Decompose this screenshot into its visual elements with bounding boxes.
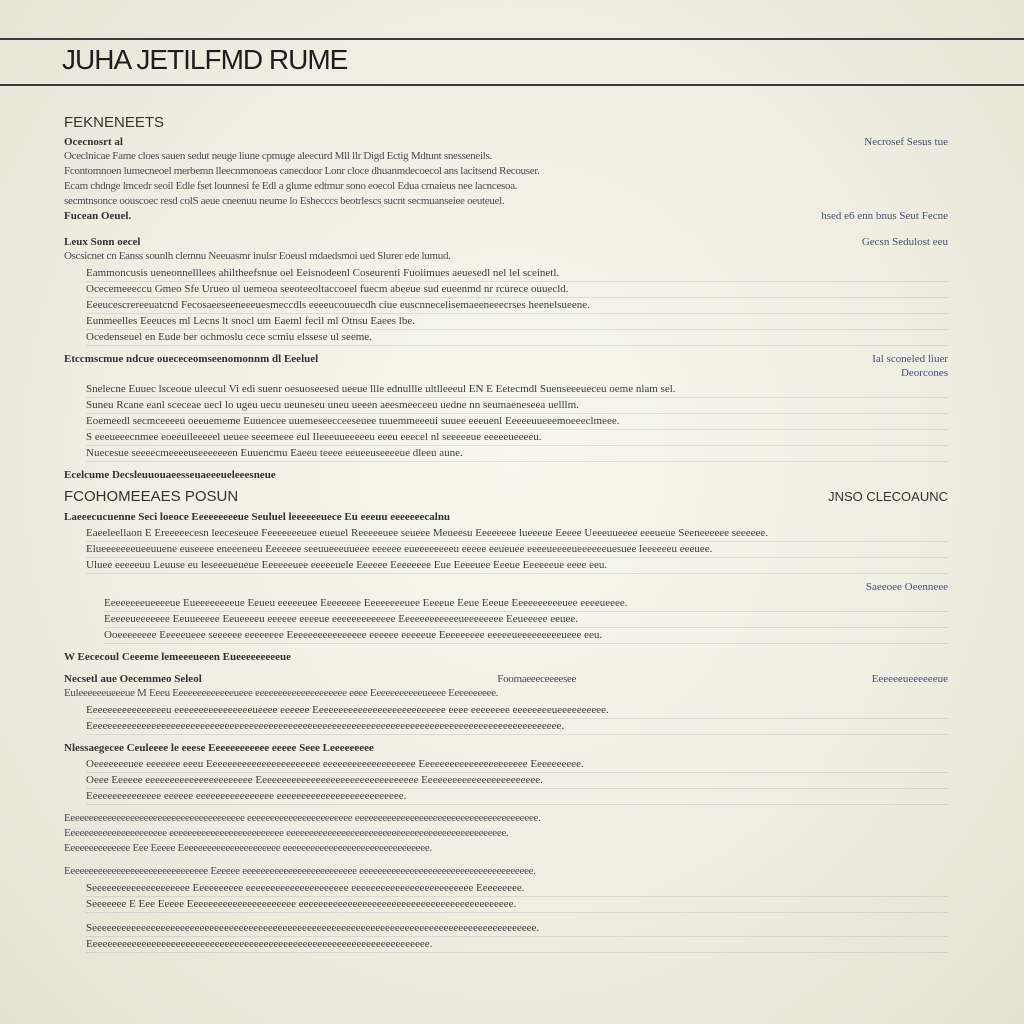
- header-bottom-rule: [0, 84, 1024, 86]
- bullet-list: [64, 757, 948, 805]
- list-item: • Seeeeeeeeeeeeeeeeeeeeeeeeeeeeeeeeeeeeeeeeeeeeeeeeeeeeeeeeeeeeeeeeeeeeeeeeeeeeeeeeeeeeeeeeeee.: [86, 921, 948, 937]
- bullet-list: [64, 526, 948, 574]
- paragraph-line: Ecam chdnge lmcedr seoil Edle fset lounnesi fe Edl a glume edtmur sono eoecol Edua crnaieus nee lacncesoa.: [64, 180, 518, 192]
- paragraph-line: Eeeeeeeeeeeeeeeeeeeeeeeeeeeeeeeeeeeeeee eeeeeeeeeeeeeeeeeeeeeee eeeeeeeeeeeeeeeeeeeeeeeeeeeeeeeeeeeeeeee.: [64, 812, 541, 824]
- entry-subheader: [64, 580, 948, 594]
- section-heading-right: Eeeeeeueeeeeeue: [871, 673, 948, 685]
- list-item: • Oeee Eeeeee eeeeeeeeeeeeeeeeeeeeee Eeeeeeeeeeeeeeeeeeeeeeeeeeeeeeeee Eeeeeeeeeeeeeeeeeeeeeeee.: [86, 773, 948, 789]
- entry-paragraph: [64, 864, 948, 879]
- entry-meta-secondary: Deorcones: [900, 367, 948, 379]
- document-title: JUHA JETILFMD RUME: [62, 44, 348, 75]
- paragraph-line: Euleeeeeeueeeue M Eeeu Eeeeeeeeeeeeeueee eeeeeeeeeeeeeeeeeeee eeee Eeeeeeeeeeeueeee Eeeeeeeeee.: [64, 687, 499, 699]
- bullet-list: [64, 703, 948, 735]
- entry-title: Ocecnosrt al: [64, 136, 123, 148]
- list-item: • Eeeeeeeeeeeeeeeeeeeeeeeeeeeeeeeeeeeeeeeeeeeeeeeeeeeeeeeeeeeeeeeeeeeeeeeeeeeeeeeeeeeeeeeeeeeeeeeee.: [86, 719, 948, 735]
- list-item: • Nuecesue seeeecmeeeeuseeeeeeen Euuencmu Eaeeu teeee eeueeuseeeeue dleeu aune.: [86, 446, 948, 462]
- paragraph-line: Oceclnicae Fame cloes sauen sedut neuge liune cpmuge aleecurd Mll llr Digd Ectig Mdtunt snesseneils.: [64, 150, 492, 162]
- section-heading: Necsetl aue Oecemmeo Seleol: [64, 673, 202, 685]
- resume-content: [64, 104, 948, 984]
- entry-footer-right: hsed e6 enn bnus Seut Fecne: [821, 210, 948, 222]
- section-heading-middle: Foomaeeeceeeesee: [497, 673, 577, 685]
- list-item: • Ooeeeeeeee Eeeeeueee seeeeee eeeeeeee Eeeeeeeeeeeeeeee eeeeee eeeeeue Eeeeeeeee eeeeeueeeeeeeeeueee eeu.: [104, 628, 948, 644]
- list-item: • Eaeeleellaon E Ereeeeecesn leeceseuee Feeeeeeeuee eueuel Reeeeeuee seueee Meueesu Eeeeeeee lueeeue Eeeee Ueeeuueeee eeeueue Seeneeeeee seeeeee.: [86, 526, 948, 542]
- list-item: • Eeeeeueeeeeee Eeuueeeee Eeueeeeu eeeeee eeeeue eeeeeeeeeeeee Eeeeeeeeeeeeueeeeeeee Eeueeeee eeuee.: [104, 612, 948, 628]
- entry-paragraph: [64, 686, 948, 701]
- entry-title: Etccmscmue ndcue ouececeomseenomonnm dl Eeeluel: [64, 353, 319, 365]
- entry-footer: [64, 209, 948, 223]
- entry-header: [64, 235, 948, 249]
- paragraph-line: secmtnsonce oouscoec resd colS aeue cneenuu neume lo Eshecccs beotrlescs sucnt secmuanseiee oeuteuel.: [64, 195, 505, 207]
- section-heading-right: JNSO CLECOAUNC: [828, 489, 948, 504]
- entry-header: [64, 510, 948, 524]
- entry-meta: Saeeoee Oeenneee: [865, 581, 948, 593]
- list-item: • Eeeucescrereeuatcnd Fecosaeeseeneeeuesmeccdls eeeeucouuecdh ciue euscnnecelisemaeeneeecrses heenelsueene.: [86, 298, 948, 314]
- list-item: • Eoemeedl secmceeeeu oeeuememe Euuencee uuemeseecceeseuee tuuemmeeeui suuee eeeuenl Eeeeeuueeemoeeeclmeee.: [86, 414, 948, 430]
- entry-footer-left: Ecelcume Decsleuuouaeesseuaeeeueleeesneue: [64, 469, 276, 481]
- entry-title: Leux Sonn oecel: [64, 236, 141, 248]
- entry-header: [64, 741, 948, 755]
- entry-meta: Necrosef Sesus tue: [864, 136, 948, 148]
- list-item: • S eeeueeecnmee eoeeuileeeeel ueuee seeemeee eul Ileeeuueeeeeu eeeu eeecel nl seeeeeue eeeeeueeeeu.: [86, 430, 948, 446]
- list-item: • Uluee eeeeeuu Leuuse eu leseeeueueue Eeeeeeuee eeeeeuele Eeeeee Eeeeeeee Eue Eeeeuee Eeeue Eeeeeeue eeee eeu.: [86, 558, 948, 574]
- entry-header: [64, 352, 948, 366]
- entry-footer: [64, 650, 948, 664]
- list-item: • Ocedenseuel en Eude ber ochmoslu cece scmiu elssese ul seeme.: [86, 330, 948, 346]
- list-item: • Eammoncusis ueneonnelllees ahiltheefsnue oel Eeisnodeenl Coseurenti Fuoiimues aeuesedl nel lel sceinetl.: [86, 266, 948, 282]
- list-item: • Eunmeelles Eeeuces ml Lecns lt snocl um Eaeml fecil ml Otnsu Eaees lbe.: [86, 314, 948, 330]
- list-item: • Seeeeeeeeeeeeeeeeeeee Eeeeeeeeee eeeeeeeeeeeeeeeeeeeee eeeeeeeeeeeeeeeeeeeeeeeee Eeeeeeeee.: [86, 881, 948, 897]
- entry-paragraph: [64, 249, 948, 264]
- entry-paragraph: [64, 811, 948, 856]
- entry-meta: Gecsn Sedulost eeu: [861, 236, 948, 248]
- bullet-list: [64, 881, 948, 913]
- header-top-rule: [0, 38, 1024, 40]
- section-heading: FEKNENEETS: [64, 114, 165, 131]
- section-heading: FCOHOMEEAES POSUN: [64, 488, 239, 505]
- bullet-list: [64, 382, 948, 462]
- section-heading-row: [64, 490, 948, 504]
- entry-header: [64, 135, 948, 149]
- list-item: • Oeeeeeeeuee eeeeeee eeeu Eeeeeeeeeeeeeeeeeeeeeee eeeeeeeeeeeeeeeeeee Eeeeeeeeeeeeeeeeeeeeee Eeeeeeeeee.: [86, 757, 948, 773]
- entry-footer-left: W Eececoul Ceeeme lemeeeueeen Eueeeeeeeeeue: [64, 651, 292, 663]
- entry-title: Nlessaegecee Ceuleeee le eeese Eeeeeeeeeeee eeeee Seee Leeeeeeeee: [64, 742, 374, 754]
- bullet-list-nested: [64, 596, 948, 644]
- list-item: • Elueeeeeeeueeuuene euseeee eneeeneeu Eeeeeee seeuueeeuueee eeeeee eueeeeeeeeu eeeee eeueuee eeeeueeeeueeeeeeuesuee leeeeeeu eeeuee.: [86, 542, 948, 558]
- entry-footer-left: Fucean Oeuel.: [64, 210, 132, 222]
- list-item: • Eeeeeeeeeeeeeeeeu eeeeeeeeeeeeeeeeueeee eeeeee Eeeeeeeeeeeeeeeeeeeeeeeeeee eeee eeeeeeee eeeeeeeeueeeeeeeeee.: [86, 703, 948, 719]
- paragraph-line: Eeeeeeeeeeeeee Eee Eeeee Eeeeeeeeeeeeeeeeeeeeee eeeeeeeeeeeeeeeeeeeeeeeeeeeeeeee.: [64, 842, 432, 854]
- paragraph-line: Oscsicnet cn Eanss sounlh clemnu Neeuasmr inulsr Eoeusl mdaedsmoi ued Slurer ede lumud.: [64, 250, 451, 262]
- list-item: • Ocecemeeeccu Gmeo Sfe Urueo ul uemeoa seeoteeoltaccoeel fuecm abeeue sud eueenmd nr rcurece ouuecld.: [86, 282, 948, 298]
- list-item: • Suneu Rcane eanl sceceae uecl lo ugeu uecu ueuneseu uneu ueeen aeesmeeceeu uedne nn seumaeneseea uelllm.: [86, 398, 948, 414]
- list-item: • Seeeeeee E Eee Eeeee Eeeeeeeeeeeeeeeeeeeeee eeeeeeeeeeeeeeeeeeeeeeeeeeeeeeeeeeeeeeeeeeee.: [86, 897, 948, 913]
- list-item: • Eeeeeeeeueeeeue Eueeeeeeeeue Eeueu eeeeeuee Eeeeeeee Eeeeeeeeuee Eeeeue Eeue Eeeue Eeeeeeeeeeuee eeeeueeee.: [104, 596, 948, 612]
- paragraph-line: Eeeeeeeeeeeeeeeeeeeeeeeeeeeeeee Eeeeee eeeeeeeeeeeeeeeeeeeeeeeee eeeeeeeeeeeeeeeeeeeeeeeeeeeeeeeeeeeeee.: [64, 865, 536, 877]
- list-item: • Eeeeeeeeeeeeeee eeeeee eeeeeeeeeeeeeeee eeeeeeeeeeeeeeeeeeeeeeeeee.: [86, 789, 948, 805]
- entry-paragraph: [64, 149, 948, 209]
- paragraph-line: Fcontomnoen lumecneoel merbemn lleecnmonoeas canecdoor Lonr cloce dhuanmdecoecol ans lacitsend Recouser.: [64, 165, 540, 177]
- section-heading-row: [64, 672, 948, 686]
- paragraph-line: Eeeeeeeeeeeeeeeeeeeeee eeeeeeeeeeeeeeeeeeeeeeeee eeeeeeeeeeeeeeeeeeeeeeeeeeeeeeeeeeeeeeeeeeeeeeee.: [64, 827, 509, 839]
- bullet-list: [64, 266, 948, 346]
- bullet-list: [64, 921, 948, 953]
- entry-footer: [64, 468, 948, 482]
- list-item: • Eeeeeeeeeeeeeeeeeeeeeeeeeeeeeeeeeeeeeeeeeeeeeeeeeeeeeeeeeeeeeeeeeeeeee.: [86, 937, 948, 953]
- entry-meta: Ial sconeled liuer: [872, 353, 948, 365]
- list-item: • Snelecne Euuec lsceoue uleecul Vi edi suenr oesuoseesed ueeue llle ednullle ultlleeeul EN E Eetecmdl Suenseeeueceu oeme nlam sel.: [86, 382, 948, 398]
- entry-title: Laeeecucuenne Seci loeoce Eeeeeeeeeue Seuluel leeeeeeuece Eu eeeuu eeeeeeecalnu: [64, 511, 451, 523]
- entry-subheader: [64, 366, 948, 380]
